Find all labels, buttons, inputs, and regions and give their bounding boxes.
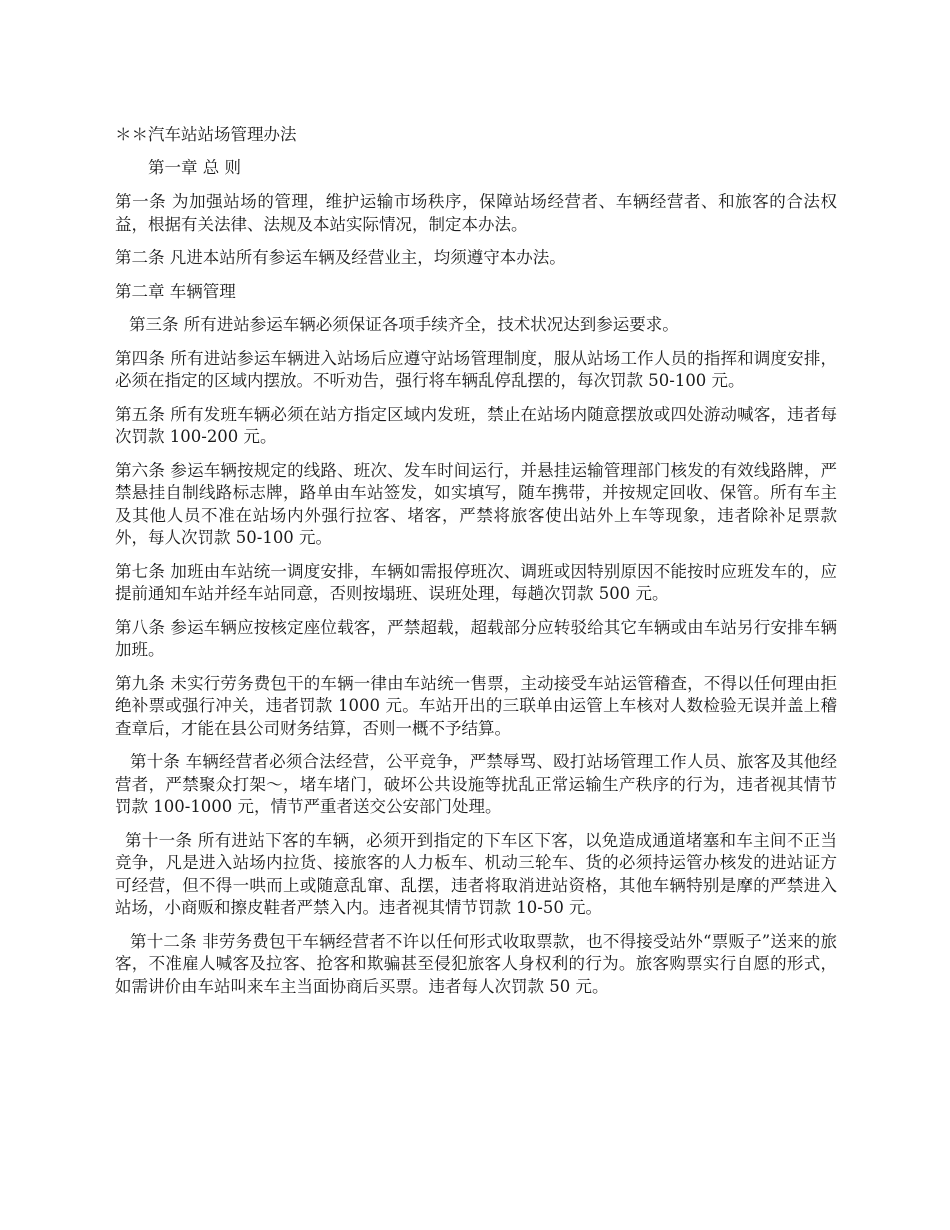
- article-4: 第四条 所有进站参运车辆进入站场后应遵守站场管理制度，服从站场工作人员的指挥和调度安排，必须在指定的区域内摆放。不听劝告，强行将车辆乱停乱摆的，每次罚款 50-100 元。: [115, 348, 837, 390]
- article-6: 第六条 参运车辆按规定的线路、班次、发车时间运行，并悬挂运输管理部门核发的有效线路牌，严禁悬挂自制线路标志牌，路单由车站签发，如实填写，随车携带，并按规定回收、保管。所有车主及其他人员不准在站场内外强行拉客、堵客，严禁将旅客使出站外上车等现象，违者除补足票款外，每人次罚款 50-100 元。: [115, 460, 837, 547]
- article-12: 第十二条 非劳务费包干车辆经营者不许以任何形式收取票款，也不得接受站外“票贩子”送来的旅客，不准雇人喊客及拉客、抢客和欺骗甚至侵犯旅客人身权利的行为。旅客购票实行自愿的形式，如需讲价由车站叫来车主当面协商后买票。违者每人次罚款 50 元。: [115, 931, 837, 996]
- article-8: 第八条 参运车辆应按核定座位载客，严禁超载，超载部分应转驳给其它车辆或由车站另行安排车辆加班。: [115, 617, 837, 659]
- chapter-2-heading: 第二章 车辆管理: [115, 281, 236, 301]
- document-title: ＊＊汽车站站场管理办法: [115, 125, 297, 144]
- article-7: 第七条 加班由车站统一调度安排，车辆如需报停班次、调班或因特别原因不能按时应班发车的，应提前通知车站并经车站同意，否则按塌班、误班处理，每趟次罚款 500 元。: [115, 561, 837, 603]
- article-9: 第九条 未实行劳务费包干的车辆一律由车站统一售票，主动接受车站运管稽查，不得以任何理由拒绝补票或强行冲关，违者罚款 1000 元。车站开出的三联单由运管上车核对人数检验无误并盖上稽查章后，才能在县公司财务结算，否则一概不予结算。: [115, 673, 837, 738]
- article-11: 第十一条 所有进站下客的车辆，必须开到指定的下车区下客，以免造成通道堵塞和车主间不正当竞争，凡是进入站场内拉货、接旅客的人力板车、机动三轮车、货的必须持运管办核发的进站证方可经营，但不得一哄而上或随意乱窜、乱摆，违者将取消进站资格，其他车辆特别是摩的严禁进入站场，小商贩和擦皮鞋者严禁入内。违者视其情节罚款 10-50 元。: [115, 830, 837, 917]
- chapter-1-heading: 第一章 总 则: [148, 157, 241, 177]
- article-10: 第十条 车辆经营者必须合法经营，公平竞争，严禁辱骂、殴打站场管理工作人员、旅客及其他经营者，严禁聚众打架～，堵车堵门，破坏公共设施等扰乱正常运输生产秩序的行为，违者视其情节罚款 100-1000 元，情节严重者送交公安部门处理。: [115, 752, 837, 816]
- article-1: 第一条 为加强站场的管理，维护运输市场秩序，保障站场经营者、车辆经营者、和旅客的合法权益，根据有关法律、法规及本站实际情况，制定本办法。: [115, 192, 837, 234]
- article-3: 第三条 所有进站参运车辆必须保证各项手续齐全，技术状况达到参运要求。: [129, 315, 679, 334]
- document-body: [115, 124, 837, 1009]
- article-2: 第二条 凡进本站所有参运车辆及经营业主，均须遵守本办法。: [115, 248, 566, 267]
- article-5: 第五条 所有发班车辆必须在站方指定区域内发班，禁止在站场内随意摆放或四处游动喊客，违者每次罚款 100-200 元。: [115, 404, 837, 446]
